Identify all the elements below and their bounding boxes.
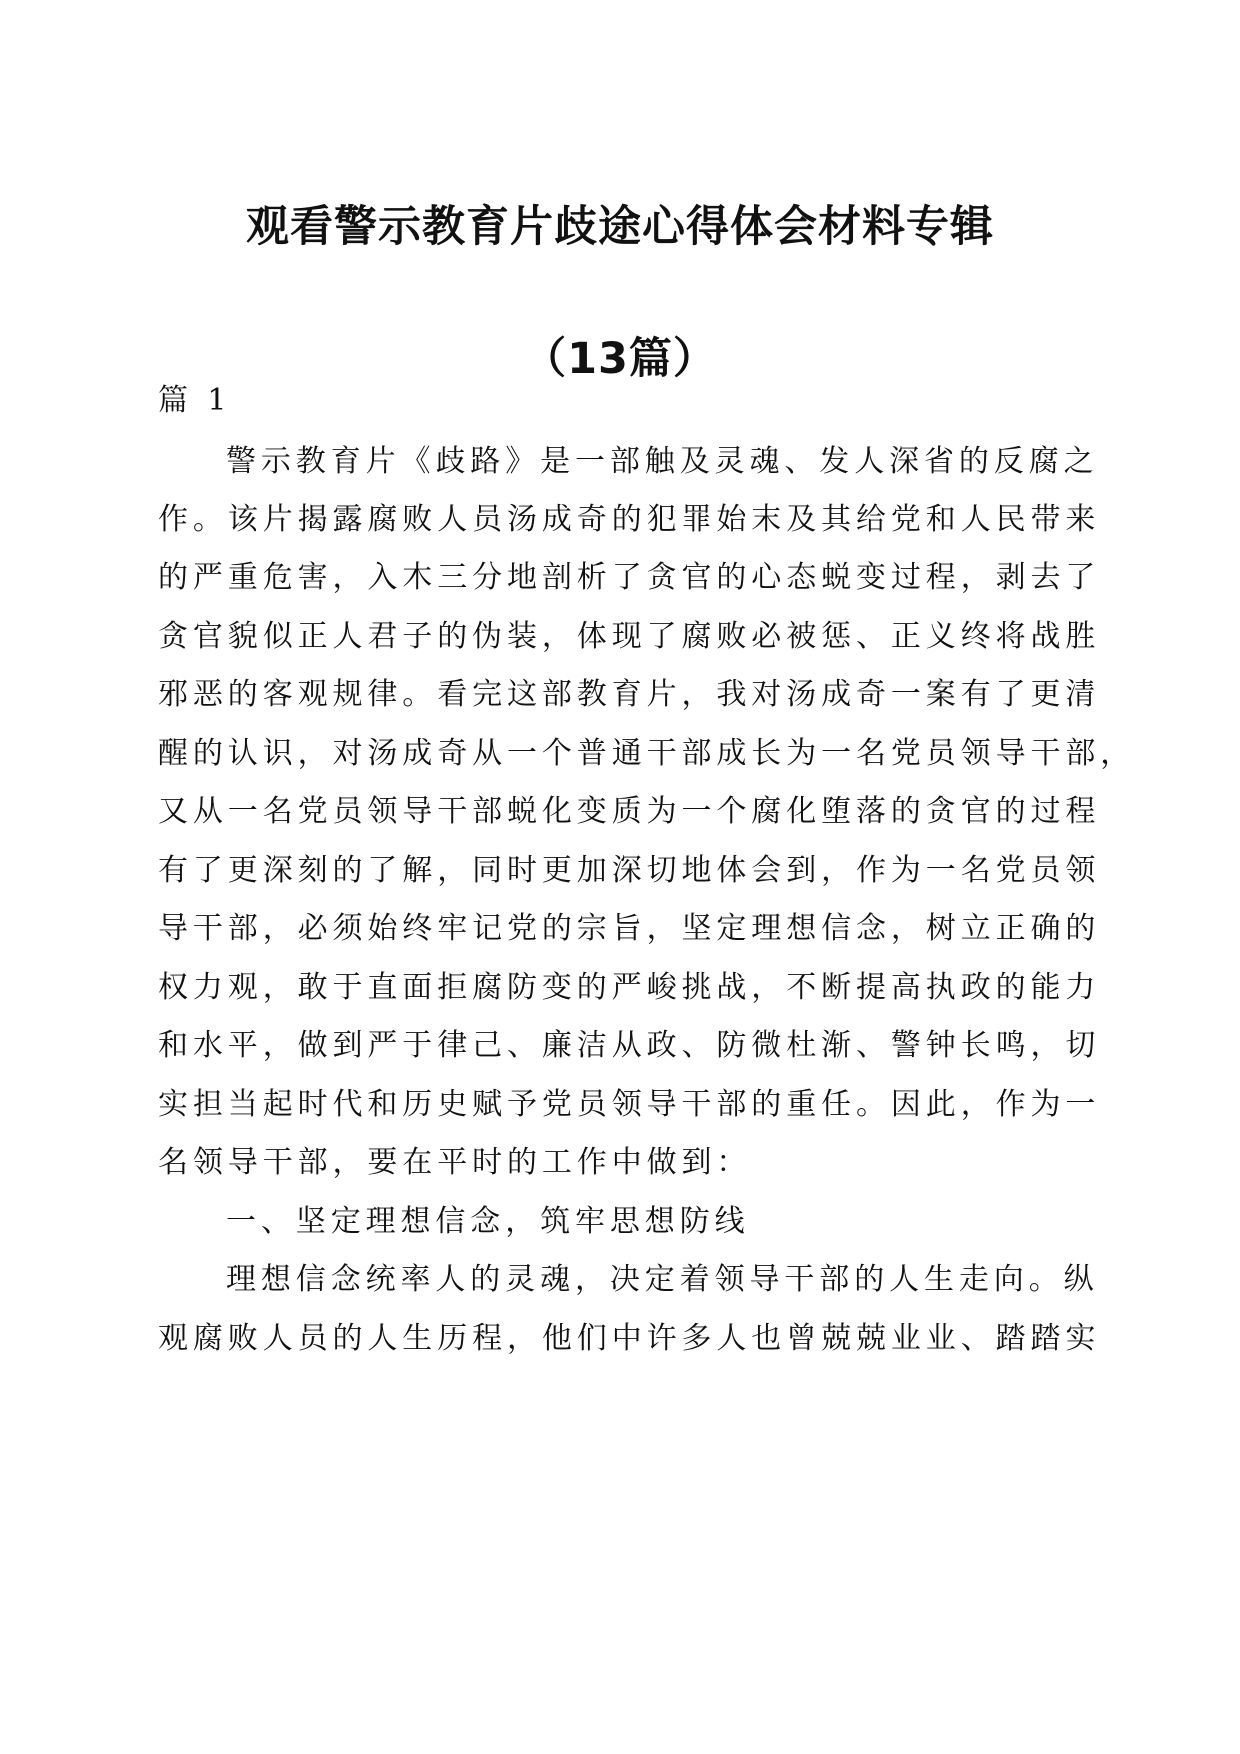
body-line: 的严重危害，入木三分地剖析了贪官的心态蜕变过程，剥去了 <box>158 560 1101 595</box>
section-label: 篇 1 <box>158 383 232 418</box>
body-line: 实担当起时代和历史赋予党员领导干部的重任。因此，作为一 <box>158 1087 1101 1122</box>
body-line: 警示教育片《歧路》是一部触及灵魂、发人深省的反腐之 <box>226 444 1099 479</box>
body-line: 权力观，敢于直面拒腐防变的严峻挑战，不断提高执政的能力 <box>158 970 1101 1005</box>
document-title: 观看警示教育片歧途心得体会材料专辑 <box>246 202 994 252</box>
body-line: 作。该片揭露腐败人员汤成奇的犯罪始末及其给党和人民带来 <box>158 502 1101 537</box>
document-title-count: （13篇） <box>523 334 717 384</box>
body-line: 导干部，必须始终牢记党的宗旨，坚定理想信念，树立正确的 <box>158 911 1101 946</box>
body-line: 邪恶的客观规律。看完这部教育片，我对汤成奇一案有了更清 <box>158 677 1101 712</box>
body-line: 和水平，做到严于律己、廉洁从政、防微杜渐、警钟长鸣，切 <box>158 1028 1101 1063</box>
body-line: 名领导干部，要在平时的工作中做到： <box>158 1145 752 1180</box>
body-line: 又从一名党员领导干部蜕化变质为一个腐化堕落的贪官的过程 <box>158 794 1101 829</box>
body-line: 理想信念统率人的灵魂，决定着领导干部的人生走向。纵 <box>226 1262 1099 1297</box>
body-line: 贪官貌似正人君子的伪装，体现了腐败必被惩、正义终将战胜 <box>158 619 1101 654</box>
section-heading: 一、坚定理想信念，筑牢思想防线 <box>226 1204 750 1239</box>
body-line: 观腐败人员的人生历程，他们中许多人也曾兢兢业业、踏踏实 <box>158 1321 1101 1356</box>
body-line: 有了更深刻的了解，同时更加深切地体会到，作为一名党员领 <box>158 853 1101 888</box>
body-line: 醒的认识，对汤成奇从一个普通干部成长为一名党员领导干部， <box>158 736 1136 771</box>
